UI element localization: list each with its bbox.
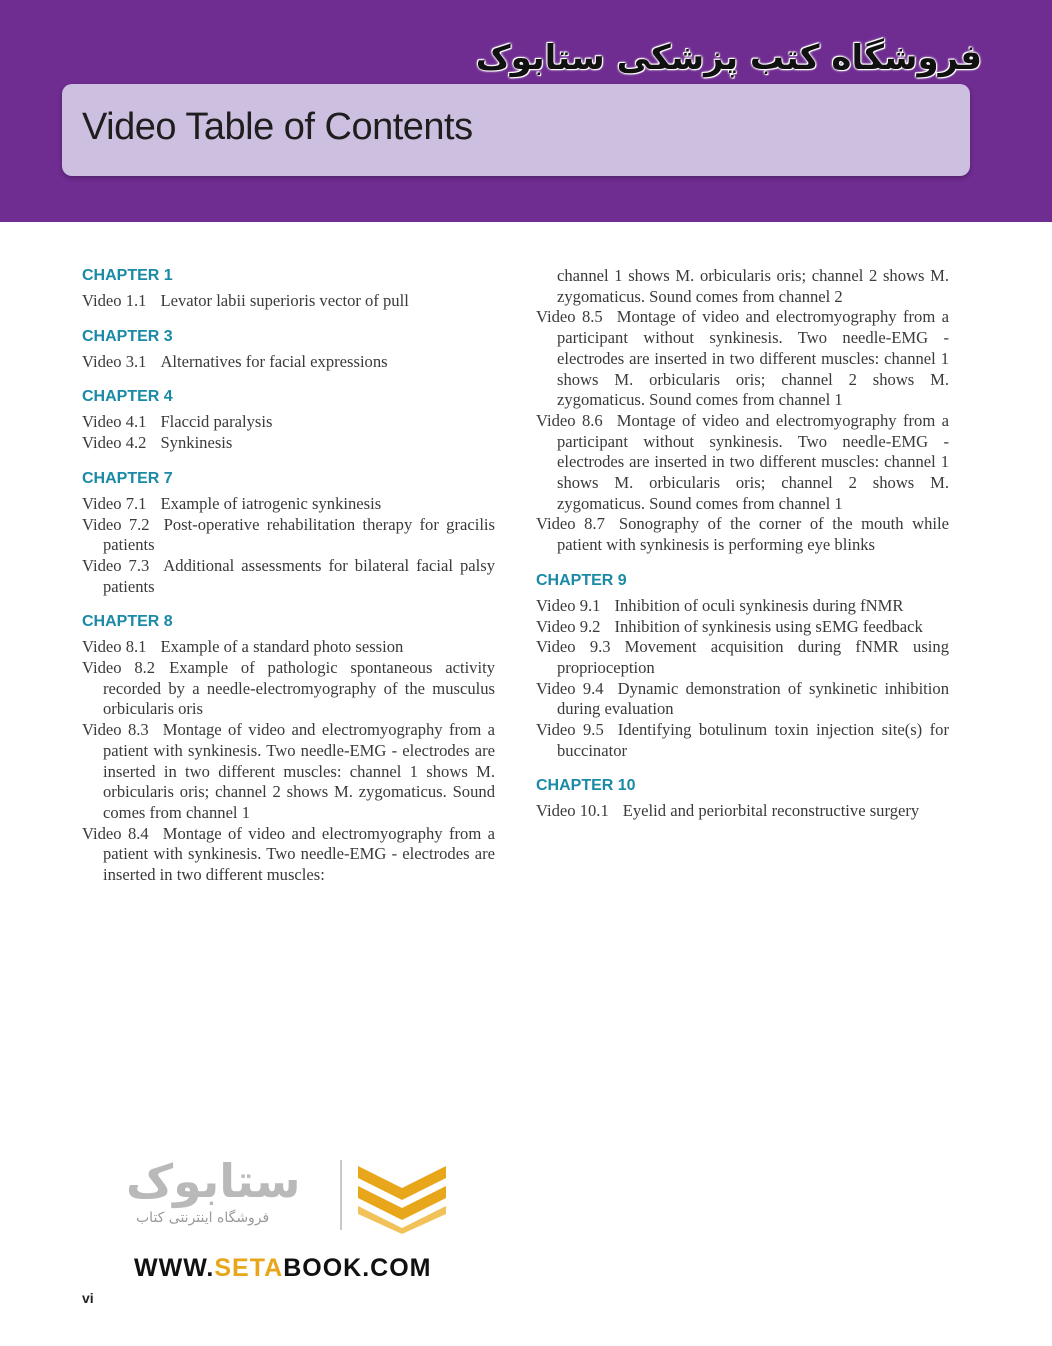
video-number: Video 9.5 xyxy=(536,720,604,740)
video-number: Video 3.1 xyxy=(82,351,147,371)
video-title: Montage of video and electromyography from a participant without synkinesis. Two needle-EMG - electrodes are inserted in two different muscles: channel 1 shows M. orbicularis oris; channel 2 shows M. zygomaticus. Sound comes from channel 1 xyxy=(557,410,949,513)
book-stack-icon xyxy=(354,1158,450,1234)
video-title: Eyelid and periorbital reconstructive surgery xyxy=(622,801,920,821)
video-number: Video 4.1 xyxy=(82,412,147,432)
video-number: Video 8.1 xyxy=(82,637,147,657)
video-number: Video 9.2 xyxy=(536,616,601,636)
logo-divider xyxy=(340,1160,342,1230)
video-title: Additional assessments for bilateral facial palsy patients xyxy=(103,555,495,596)
video-entry[interactable] xyxy=(82,720,495,824)
video-number: Video 8.6 xyxy=(536,410,603,430)
video-entry[interactable] xyxy=(536,307,949,411)
video-number: Video 4.2 xyxy=(82,433,147,453)
video-entry[interactable] xyxy=(82,658,495,720)
chapter-heading: CHAPTER 7 xyxy=(82,469,173,487)
chapter-section xyxy=(82,469,495,598)
entry-continuation: channel 1 shows M. orbicularis oris; channel 2 shows M. zygomaticus. Sound comes from channel 2 xyxy=(557,266,949,306)
video-title: Flaccid paralysis xyxy=(160,412,273,432)
chapter-heading: CHAPTER 8 xyxy=(82,613,173,631)
video-entry[interactable] xyxy=(82,412,495,433)
chapter-heading: CHAPTER 4 xyxy=(82,388,173,406)
chapter-heading: CHAPTER 1 xyxy=(82,267,173,284)
video-number: Video 9.4 xyxy=(536,678,604,698)
video-number: Video 1.1 xyxy=(82,291,147,310)
header-band xyxy=(0,0,1052,222)
video-title: Montage of video and electromyography from a participant without synkinesis. Two needle-EMG - electrodes are inserted in two different muscles: channel 1 shows M. orbicularis oris; channel 2 shows M. zygomaticus. Sound comes from channel 1 xyxy=(557,307,949,410)
chapter-section xyxy=(82,612,495,885)
video-title: Post-operative rehabilitation therapy for gracilis patients xyxy=(103,514,495,555)
logo-subtitle: فروشگاه اینترنتی کتاب xyxy=(136,1210,270,1226)
video-entry[interactable] xyxy=(82,494,495,515)
video-title: Identifying botulinum toxin injection site(s) for buccinator xyxy=(557,720,949,760)
video-title: Sonography of the corner of the mouth while patient with synkinesis is performing eye blinks xyxy=(557,514,950,555)
video-entry[interactable] xyxy=(536,679,949,720)
video-number: Video 10.1 xyxy=(536,801,609,821)
setabook-watermark xyxy=(118,1150,458,1290)
video-entry[interactable] xyxy=(82,824,495,886)
chapter-heading: CHAPTER 10 xyxy=(536,777,636,795)
website-suffix: BOOK.COM xyxy=(283,1254,432,1282)
video-entry[interactable] xyxy=(82,556,495,597)
chapter-section xyxy=(536,776,949,822)
video-number: Video 8.3 xyxy=(82,720,149,740)
logo-text: ستابوک xyxy=(126,1154,301,1208)
video-entry[interactable] xyxy=(536,596,949,617)
video-entry[interactable] xyxy=(536,514,949,555)
video-entry[interactable] xyxy=(536,411,949,515)
video-entry[interactable] xyxy=(82,637,495,658)
video-number: Video 7.1 xyxy=(82,493,147,513)
chapter-section xyxy=(82,387,495,453)
video-title: Inhibition of oculi synkinesis during fNMR xyxy=(614,595,904,615)
video-title: Example of pathologic spontaneous activity recorded by a needle-electromyography of the musculus orbicularis oris xyxy=(103,658,495,719)
video-entry[interactable] xyxy=(536,720,949,761)
video-title: Dynamic demonstration of synkinetic inhibition during evaluation xyxy=(557,678,949,719)
video-title: Alternatives for facial expressions xyxy=(160,351,388,371)
video-entry[interactable] xyxy=(536,801,949,822)
page-number: vi xyxy=(82,1290,94,1306)
website-url[interactable] xyxy=(134,1254,431,1283)
video-entry[interactable] xyxy=(82,352,495,373)
left-column xyxy=(82,266,495,901)
video-number: Video 8.2 xyxy=(82,658,156,678)
video-title: Example of iatrogenic synkinesis xyxy=(160,493,382,513)
video-title: Synkinesis xyxy=(160,433,233,453)
video-entry[interactable] xyxy=(82,433,495,454)
chapter-heading: CHAPTER 3 xyxy=(82,327,173,345)
chapter-section xyxy=(82,266,495,312)
video-number: Video 7.3 xyxy=(82,555,150,575)
video-entry[interactable] xyxy=(82,515,495,556)
video-entry[interactable] xyxy=(82,291,495,312)
website-highlight: SETA xyxy=(214,1254,284,1282)
shop-banner: فروشگاه کتب پزشکی ستابوک xyxy=(475,38,982,78)
chapter-section xyxy=(82,327,495,373)
video-number: Video 8.5 xyxy=(536,307,603,327)
page-title: Video Table of Contents xyxy=(82,106,473,148)
video-title: Montage of video and electromyography from a patient with synkinesis. Two needle-EMG - electrodes are inserted in two different muscles: channel 1 shows M. orbicularis oris; channel 2 shows M. zygomaticus. Sound comes from channel 1 xyxy=(103,720,495,822)
video-number: Video 9.3 xyxy=(536,637,611,657)
video-title: Example of a standard photo session xyxy=(160,637,404,657)
chapter-section xyxy=(536,571,949,762)
website-prefix: WWW. xyxy=(134,1254,215,1282)
title-box xyxy=(62,84,970,176)
chapter-heading: CHAPTER 9 xyxy=(536,571,627,589)
right-column xyxy=(536,266,949,837)
video-entry[interactable] xyxy=(536,637,949,678)
video-number: Video 9.1 xyxy=(536,595,601,615)
chapter-continuation xyxy=(536,266,949,556)
video-title: Movement acquisition during fNMR using proprioception xyxy=(557,637,949,677)
video-title: Montage of video and electromyography from a patient with synkinesis. Two needle-EMG - electrodes are inserted in two different muscles: xyxy=(103,823,495,885)
video-title: Levator labii superioris vector of pull xyxy=(160,291,409,310)
video-entry[interactable] xyxy=(536,617,949,638)
video-number: Video 8.4 xyxy=(82,823,149,843)
video-number: Video 8.7 xyxy=(536,514,605,534)
video-number: Video 7.2 xyxy=(82,514,150,534)
video-title: Inhibition of synkinesis using sEMG feedback xyxy=(614,616,923,636)
